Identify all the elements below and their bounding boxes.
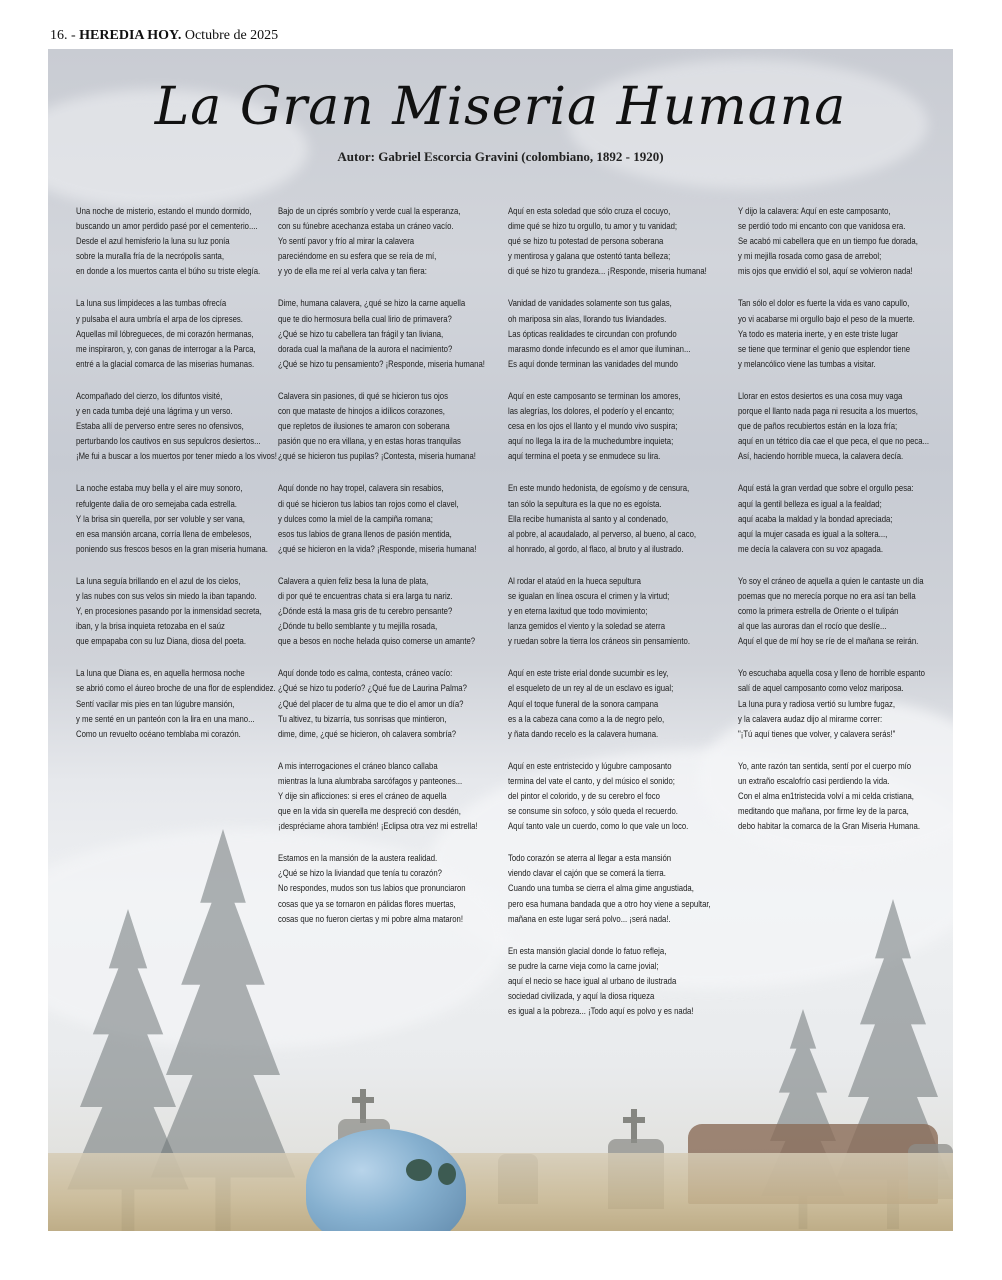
- verse-line: que a besos en noche helada quiso comerse un amante?: [278, 636, 476, 647]
- verse-line: Acompañado del cierzo, los difuntos visité,: [76, 390, 223, 401]
- verse-line: meditando que mañana, por firme ley de la parca,: [738, 806, 909, 817]
- poem-column-1: [76, 204, 291, 759]
- verse-line: pareciéndome en su esfera que se reía de mí,: [278, 251, 437, 262]
- verse-line: y yo de ella me reí al verla calva y tan fiera:: [278, 266, 427, 277]
- verse-line: y ruedan sobre la tierra los cráneos sin pensamiento.: [508, 636, 690, 647]
- skull-eye: [406, 1159, 432, 1181]
- verse-line: Aquí el que de mí hoy se ríe de el mañana se reirán.: [738, 636, 919, 647]
- verse-line: cosas que no fueron ciertas y mi pobre alma mataron!: [278, 913, 463, 924]
- verse-line: al que las auroras dan el rocío que deslíe...: [738, 621, 887, 632]
- verse-line: aquí acaba la maldad y la bondad apreciada;: [738, 513, 893, 524]
- page-folio: [50, 28, 278, 44]
- stanza: [738, 481, 953, 556]
- verse-line: Yo sentí pavor y frío al mirar la calavera: [278, 236, 415, 247]
- verse-line: viendo clavar el cajón que se comerá la tierra.: [508, 868, 666, 879]
- verse-line: di qué se hicieron tus labios tan rojos como el clavel,: [278, 498, 459, 509]
- newspaper-name: HEREDIA HOY.: [79, 28, 182, 43]
- verse-line: Todo corazón se aterra al llegar a esta mansión: [508, 853, 672, 864]
- verse-line: y ñata dando recelo es la calavera humana.: [508, 728, 659, 739]
- verse-line: ¿Dónde tu bello semblante y tu mejilla rosada,: [278, 621, 438, 632]
- verse-line: tan sólo la sepultura es la que no es egoísta.: [508, 498, 662, 509]
- poem-author: Autor: Gabriel Escorcia Gravini (colombiano, 1892 - 1920): [337, 149, 664, 164]
- verse-line: "¡Tú aquí tienes que volver, y calavera serás!": [738, 728, 896, 739]
- stanza: [508, 296, 723, 371]
- verse-line: sociedad civilizada, y aquí la diosa riqueza: [508, 991, 655, 1002]
- verse-line: En esta mansión glacial donde lo fatuo refleja,: [508, 945, 667, 956]
- verse-line: En este mundo hedonista, de egoísmo y de censura,: [508, 483, 690, 494]
- verse-line: con su fúnebre acechanza estaba un cráneo vacío.: [278, 221, 454, 232]
- verse-line: Yo escuchaba aquella cosa y lleno de horrible espanto: [738, 668, 925, 679]
- verse-line: ¿Qué se hizo tu poderío? ¿Qué fue de Laurina Palma?: [278, 683, 467, 694]
- verse-line: Calavera sin pasiones, di qué se hicieron tus ojos: [278, 390, 448, 401]
- verse-line: al honrado, al gordo, al flaco, al bruto y al ilustrado.: [508, 543, 684, 554]
- verse-line: di qué se hizo tu grandeza... ¡Responde, miseria humana!: [508, 266, 707, 277]
- verse-line: y dulces como la miel de la campiña romana;: [278, 513, 433, 524]
- verse-line: Cuando una tumba se cierra el alma gime angustiada,: [508, 883, 694, 894]
- verse-line: ¿qué se hicieron en la vida? ¡Responde, miseria humana!: [278, 543, 477, 554]
- verse-line: y mi mejilla rosada como gasa de arrebol;: [738, 251, 882, 262]
- verse-line: Tu altivez, tu bizarría, tus sonrisas que mintieron,: [278, 713, 447, 724]
- stanza: [508, 574, 723, 649]
- verse-line: Aquí donde no hay tropel, calavera sin resabios,: [278, 483, 444, 494]
- verse-line: Yo, ante razón tan sentida, sentí por el cuerpo mío: [738, 760, 912, 771]
- verse-line: Aquí en esta soledad que sólo cruza el cocuyo,: [508, 206, 671, 216]
- stanza: [278, 851, 493, 926]
- stanza: [508, 204, 723, 279]
- verse-line: aquí la mujer casada es igual a la soltera...,: [738, 528, 888, 539]
- verse-line: iban, y la brisa inquieta retozaba en el saúz: [76, 621, 225, 632]
- verse-line: porque el llanto nada paga ni resucita a los muertos,: [738, 406, 918, 417]
- stanza: [508, 666, 723, 741]
- verse-line: es a la cabeza cana como a la de negro pelo,: [508, 713, 665, 724]
- verse-line: mis ojos que envidió el sol, aquí se volvieron nada!: [738, 266, 913, 277]
- verse-line: Bajo de un ciprés sombrío y verde cual la esperanza,: [278, 206, 461, 216]
- issue-date: Octubre de 2025: [181, 28, 279, 43]
- verse-line: No respondes, mudos son tus labios que pronunciaron: [278, 883, 466, 894]
- page-number: 16.: [50, 28, 68, 43]
- stanza: [738, 759, 953, 834]
- verse-line: Es aquí donde terminan las vanidades del mundo: [508, 358, 678, 369]
- verse-line: aquí en un tétrico día cae el que peca, el que no peca...: [738, 436, 930, 447]
- verse-line: se pudre la carne vieja como la carne jovial;: [508, 960, 659, 971]
- verse-line: Aquí en este triste erial donde sucumbir es ley,: [508, 668, 669, 679]
- verse-line: ¿Qué se hizo tu pensamiento? ¡Responde, miseria humana!: [278, 358, 485, 369]
- stanza: [76, 389, 291, 464]
- verse-line: pero esa humana bandada que a otro hoy viene a sepultar,: [508, 898, 711, 909]
- poem-title: La Gran Miseria Humana: [154, 77, 847, 137]
- verse-line: y pulsaba el aura umbría el arpa de los cipreses.: [76, 313, 243, 324]
- verse-line: aquí no llega la ira de la muchedumbre inquieta;: [508, 436, 674, 447]
- verse-line: me decía la calavera con su voz apagada.: [738, 543, 884, 554]
- verse-line: salí de aquel camposanto como veloz mariposa.: [738, 683, 904, 694]
- verse-line: el esqueleto de un rey al de un esclavo es igual;: [508, 683, 674, 694]
- verse-line: se consume sin sofoco, y sólo queda el recuerdo.: [508, 806, 678, 817]
- verse-line: ¿qué se hicieron tus pupilas? ¡Contesta, miseria humana!: [278, 451, 476, 462]
- verse-line: se perdió todo mi encanto con que vanidosa era.: [738, 221, 906, 232]
- verse-line: entré a la glacial comarca de las miserias humanas.: [76, 358, 255, 369]
- verse-line: refulgente dalia de oro semejaba cada estrella.: [76, 498, 237, 509]
- verse-line: mañana en este lugar será polvo... ¡será nada!.: [508, 913, 671, 924]
- stanza: [738, 666, 953, 741]
- verse-line: Aquellas mil lóbregueces, de mi corazón hermanas,: [76, 328, 254, 339]
- verse-line: se igualan en línea oscura el crimen y la virtud;: [508, 590, 670, 601]
- verse-line: Con el alma en1tristecida volví a mi celda cristiana,: [738, 791, 914, 801]
- verse-line: buscando un amor perdido pasé por el cementerio....: [76, 221, 258, 232]
- verse-line: oh mariposa sin alas, llorando tus liviandades.: [508, 313, 667, 324]
- verse-line: se abrió como el áureo broche de una flor de esplendidez.: [76, 683, 276, 694]
- verse-line: Aquí está la gran verdad que sobre el orgullo pesa:: [738, 483, 914, 494]
- grave-cross-icon: [623, 1109, 645, 1143]
- verse-line: ¿Qué se hizo la liviandad que tenía tu corazón?: [278, 868, 442, 879]
- verse-line: Aquí donde todo es calma, contesta, cráneo vacío:: [278, 668, 453, 679]
- stanza: [508, 389, 723, 464]
- verse-line: pasión que no era villana, y en estas horas tranquilas: [278, 436, 461, 447]
- verse-line: que empapaba con su luz Diana, diosa del poeta.: [76, 636, 246, 647]
- folio-separator: -: [67, 28, 80, 43]
- stanza: [76, 296, 291, 371]
- verse-line: un extraño escalofrío casi perdiendo la vida.: [738, 775, 890, 786]
- verse-line: Estaba allí de perverso entre seres no ofensivos,: [76, 421, 244, 432]
- verse-line: Calavera a quien feliz besa la luna de plata,: [278, 575, 429, 586]
- verse-line: aquí el necio se hace igual al urbano de ilustrada: [508, 975, 677, 986]
- verse-line: y en cada tumba dejé una lágrima y un verso.: [76, 406, 233, 417]
- stanza: [278, 574, 493, 649]
- verse-line: Una noche de misterio, estando el mundo dormido,: [76, 206, 252, 216]
- verse-line: debo habitar la comarca de la Gran Miseria Humana.: [738, 821, 920, 832]
- verse-line: Aquí tanto vale un cuerdo, como lo que vale un loco.: [508, 821, 689, 832]
- grave-cross-icon: [352, 1089, 374, 1123]
- verse-line: di por qué te encuentras chata si era larga tu nariz.: [278, 590, 453, 601]
- verse-line: Ella recibe humanista al santo y al condenado,: [508, 513, 669, 524]
- blue-skull-illustration: [306, 1129, 466, 1231]
- stanza: [76, 204, 291, 279]
- verse-line: que en la vida sin querella me despreció con desdén,: [278, 806, 461, 817]
- verse-line: Y dijo la calavera: Aquí en este camposanto,: [738, 206, 891, 216]
- stanza: [508, 944, 723, 1019]
- verse-line: aquí la gentil belleza es igual a la fealdad;: [738, 498, 882, 509]
- verse-line: La luna que Diana es, en aquella hermosa noche: [76, 668, 245, 679]
- verse-line: y me senté en un panteón con la lira en una mano...: [76, 713, 255, 724]
- verse-line: cesa en los ojos el llanto y el mundo vivo suspira;: [508, 421, 678, 432]
- verse-line: A mis interrogaciones el cráneo blanco callaba: [278, 760, 438, 771]
- verse-line: y en eterna laxitud que todo movimiento;: [508, 606, 648, 617]
- verse-line: Desde el azul hemisferio la luna su luz ponía: [76, 236, 230, 247]
- poem-column-4: [738, 204, 953, 851]
- verse-line: Vanidad de vanidades solamente son tus galas,: [508, 298, 672, 309]
- verse-line: marasmo donde infecundo es el amor que iluminan...: [508, 343, 691, 354]
- verse-line: y mentirosa y galana que ostentó tanta belleza;: [508, 251, 671, 262]
- verse-line: Y, en procesiones pasando por la inmensidad secreta,: [76, 606, 262, 617]
- verse-line: Y la brisa sin querella, por ser voluble y ser vana,: [76, 513, 245, 524]
- verse-line: dime, dime, ¿qué se hicieron, oh calavera sombría?: [278, 728, 457, 739]
- verse-line: en esa mansión arcana, corría llena de embelesos,: [76, 528, 252, 539]
- poem-column-2: [278, 204, 493, 944]
- stanza: [278, 296, 493, 371]
- verse-line: La luna sus limpideces a las tumbas ofrecía: [76, 298, 227, 309]
- verse-line: ¿Qué se hizo tu cabellera tan frágil y tan liviana,: [278, 328, 444, 339]
- verse-line: poemas que no merecía porque no era así tan bella: [738, 590, 916, 601]
- stanza: [278, 666, 493, 741]
- verse-line: Llorar en estos desiertos es una cosa muy vaga: [738, 390, 903, 401]
- verse-line: Aquí el toque funeral de la sonora campana: [508, 698, 659, 709]
- verse-line: Estamos en la mansión de la austera realidad.: [278, 853, 438, 864]
- verse-line: Así, haciendo horrible mueca, la calavera decía.: [738, 451, 904, 462]
- verse-line: perturbando los cautivos en sus sepulcros desiertos...: [76, 436, 261, 447]
- verse-line: Yo soy el cráneo de aquella a quien le cantaste un día: [738, 575, 924, 586]
- poem-panel: [48, 49, 953, 1231]
- verse-line: Y dije sin aflicciones: si eres el cráneo de aquella: [278, 791, 447, 801]
- verse-line: La luna seguía brillando en el azul de los cielos,: [76, 575, 241, 586]
- verse-line: Tan sólo el dolor es fuerte la vida es vano capullo,: [738, 298, 910, 309]
- verse-line: que te dio hermosura bella cual lirio de primavera?: [278, 313, 452, 324]
- poem-column-3: [508, 204, 723, 1036]
- verse-line: que de paños recubiertos están en la loza fría;: [738, 421, 898, 432]
- verse-line: dime qué se hizo tu orgullo, tu amor y tu vanidad;: [508, 221, 678, 232]
- verse-line: es igual a la pobreza... ¡Todo aquí es polvo y es nada!: [508, 1006, 694, 1017]
- verse-line: Sentí vacilar mis pies en tan lúgubre mansión,: [76, 698, 235, 709]
- stanza: [738, 574, 953, 649]
- verse-line: se tiene que terminar el genio que esplendor tiene: [738, 343, 911, 354]
- verse-line: ¡Me fui a buscar a los muertos por tener miedo a los vivos!: [76, 451, 277, 462]
- verse-line: yo vi acabarse mi orgullo bajo el peso de la muerte.: [738, 313, 915, 324]
- verse-line: mientras la luna alumbraba sarcófagos y panteones...: [278, 775, 463, 786]
- verse-line: sobre la muralla fría de la necrópolis santa,: [76, 251, 225, 262]
- verse-line: poniendo sus frescos besos en la gran miseria humana.: [76, 543, 268, 554]
- verse-line: Como un revuelto océano temblaba mi corazón.: [76, 728, 241, 739]
- verse-line: Al rodar el ataúd en la hueca sepultura: [508, 575, 641, 586]
- verse-line: qué se hizo tu potestad de persona soberana: [508, 236, 664, 247]
- stanza: [738, 296, 953, 371]
- verse-line: y las nubes con sus velos sin miedo la iban tapando.: [76, 590, 257, 601]
- stanza: [738, 389, 953, 464]
- stanza: [278, 481, 493, 556]
- verse-line: ¿Dónde está la masa gris de tu cerebro pensante?: [278, 606, 453, 617]
- verse-line: ¿Qué del placer de tu alma que te dio el amor un día?: [278, 698, 464, 709]
- verse-line: cosas que ya se tornaron en pálidas flores muertas,: [278, 898, 456, 909]
- stanza: [738, 204, 953, 279]
- verse-line: me inspiraron, y, con ganas de interrogar a la Parca,: [76, 343, 256, 354]
- verse-line: Aquí en este camposanto se terminan los amores,: [508, 390, 681, 401]
- verse-line: ¡despréciame ahora también! ¡Eclipsa otra vez mi estrella!: [278, 821, 478, 832]
- verse-line: y la calavera audaz dijo al mirarme correr:: [738, 713, 883, 724]
- verse-line: y melancólico viene las tumbas a visitar.: [738, 358, 876, 369]
- verse-line: del pintor el colorido, y de su cerebro el foco: [508, 791, 660, 801]
- verse-line: Dime, humana calavera, ¿qué se hizo la carne aquella: [278, 298, 466, 309]
- verse-line: con que mataste de hinojos a idílicos corazones,: [278, 406, 445, 417]
- cemetery-ground: [48, 1153, 953, 1231]
- verse-line: aquí termina el poeta y se enmudece su lira.: [508, 451, 661, 462]
- verse-line: La luna pura y radiosa vertió su lumbre fugaz,: [738, 698, 896, 709]
- verse-line: que repletos de ilusiones te amaron con soberana: [278, 421, 450, 432]
- stanza: [76, 481, 291, 556]
- verse-line: en donde a los muertos canta el búho su triste elegía.: [76, 266, 261, 277]
- verse-line: termina del vate el canto, y del músico el sonido;: [508, 775, 675, 786]
- verse-line: Ya todo es materia inerte, y en este triste lugar: [738, 328, 898, 339]
- verse-line: las alegrías, los dolores, el poderío y el encanto;: [508, 406, 675, 417]
- skull-eye: [438, 1163, 456, 1185]
- stanza: [278, 759, 493, 834]
- verse-line: al pobre, al acaudalado, al perverso, al bueno, al caco,: [508, 528, 697, 539]
- verse-line: como la primera estrella de Oriente o el tulipán: [738, 606, 899, 617]
- stanza: [278, 204, 493, 279]
- verse-line: esos tus labios de grana llenos de pasión mentida,: [278, 528, 452, 539]
- stanza: [278, 389, 493, 464]
- stanza: [76, 666, 291, 741]
- stanza: [508, 759, 723, 834]
- verse-line: Las ópticas realidades te circundan con profundo: [508, 328, 677, 339]
- verse-line: dorada cual la mañana de la aurora el nacimiento?: [278, 343, 453, 354]
- verse-line: lanza gemidos el viento y la soledad se aterra: [508, 621, 666, 632]
- verse-line: Se acabó mi cabellera que en un tiempo fue dorada,: [738, 236, 918, 247]
- stanza: [508, 481, 723, 556]
- stanza: [508, 851, 723, 926]
- stanza: [76, 574, 291, 649]
- verse-line: Aquí en este entristecido y lúgubre camposanto: [508, 760, 672, 771]
- verse-line: La noche estaba muy bella y el aire muy sonoro,: [76, 483, 243, 494]
